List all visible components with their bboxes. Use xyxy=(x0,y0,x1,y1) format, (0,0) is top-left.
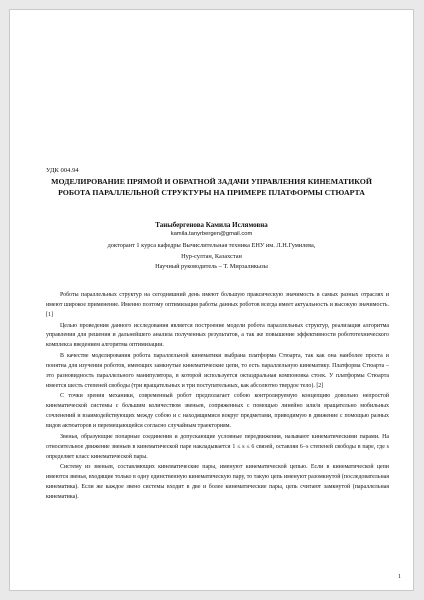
paragraph: Роботы параллельных структур на сегодняшний день имеют большую праксическую значимость в самых разных отраслях и имеют широкое применение. Именно поэтому оптимизация работы данных роботов всегда имеет актуальность и высокую значимость. [1] xyxy=(46,292,389,318)
affiliation-line: докторант 1 курса кафедры Вычислительная техника ЕНУ им. Л.Н.Гумилева, xyxy=(107,242,316,249)
paragraph: Целью проведения данного исследования является построение модели робота параллельных структур, реализация алгоритма управления для решения и дальнейшего анализа полученных результатов, а так же повышение эффективности робототехнического комплекса введением алгоритма оптимизации. xyxy=(46,322,389,349)
paper-title: МОДЕЛИРОВАНИЕ ПРЯМОЙ И ОБРАТНОЙ ЗАДАЧИ УПРАВЛЕНИЯ КИНЕМАТИКОЙ РОБОТА ПАРАЛЛЕЛЬНОЙ СТРУКТУРЫ НА ПРИМЕРЕ ПЛАТФОРМЫ СТЮАРТА xyxy=(51,177,372,197)
author-name: Таныбергенова Камила Ислямовна xyxy=(155,221,268,229)
paragraph: С точки зрения механики, современный робот предполагает собою контролируемую концепцию довольно непростой кинематической системы с большим количеством звеньев, сопряженных с помощью линейно или/и вращательно мобильных сочленений и взаимодействующих между собою и с находящимися вокруг предметами, приводимую в движение с помощью разных видов актюаторов и перемещающейся согласно случайным траекториям. xyxy=(46,393,389,429)
body-text xyxy=(46,291,389,504)
udk-code: УДК 004.94 xyxy=(46,167,79,174)
affiliation-line: Нур-султан, Казахстан xyxy=(181,252,242,260)
affiliation-block xyxy=(60,241,363,273)
supervisor-line: Научный руководитель – Т. Мирзаликызы xyxy=(155,263,268,271)
author-email: kamila.tanyrbergen@gmail.com xyxy=(170,231,253,237)
paragraph: Звенья, образующие попарные соединения и допускающие условные передвижения, называют кинематическими парами. На относительное движение звеньев в кинематической паре накладывается 1 ≤ s ≤ 6 связей, оставляя 6−s степеней свободы в паре, где s определяет класс кинематической пары. xyxy=(46,433,389,460)
document-page xyxy=(9,9,414,591)
page-number: 1 xyxy=(398,574,401,580)
paragraph: Систему из звеньев, составляющих кинематические пары, именуют кинематической цепью. Если в кинематической цепи имеются звенья, входящие только в одну единственную кинематическую пару, то такую цепь именуют разомкнутой (последовательная кинематика). Если же каждое звено системы входит в две и более кинематические пары, цепь считают замкнутой (параллельная кинематика). xyxy=(46,464,389,500)
paragraph: В качестве моделирования робота параллельной кинематики выбрана платформа Стюарта, так как она наиболее проста и понятна для изучения роботов, имеющих замкнутые кинематические цепи, то есть параллельную кинематику. Платформа Стюарта – это разновидность параллельного манипулятора, в которой используется октаэдральная компоновка стоек. У платформы Стюарта имеется шесть степеней свободы (три вращательных и три поступательных, как абсолютно твердое тело). [2] xyxy=(46,353,389,389)
